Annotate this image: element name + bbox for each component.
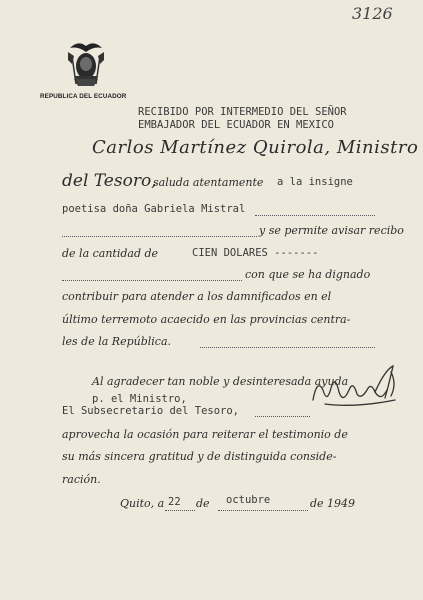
archive-number: 3126 [352, 4, 393, 23]
body-line-7: contribuir para atender a los damnificados en el [62, 290, 332, 303]
amount-text: CIEN DOLARES ------- [192, 247, 319, 259]
body-line-2b: saluda atentamente [153, 176, 264, 189]
body-line-9: les de la República. [62, 335, 172, 348]
date-day: 22 [168, 496, 181, 508]
date-month: octubre [226, 494, 271, 506]
body-line-1: Carlos Martínez Quirola, Ministro [92, 137, 419, 158]
closing-line-1: Al agradecer tan noble y desinteresada ayuda [92, 375, 349, 388]
closing-line-4: aprovecha la ocasión para reiterar el testimonio de [62, 428, 348, 441]
closing-line-5: su más sincera gratitud y de distinguida conside- [62, 450, 337, 463]
fill-line [255, 416, 310, 417]
recipient-name: poetisa doña Gabriela Mistral [62, 203, 246, 215]
body-line-4: y se permite avisar recibo [259, 224, 404, 237]
date-line [165, 510, 195, 511]
date-line [218, 510, 308, 511]
body-line-8: último terremoto acaecido en las provincias centra- [62, 313, 351, 326]
fill-line [200, 347, 375, 348]
date-de: de [196, 497, 210, 510]
date-place: Quito, a [120, 497, 165, 510]
typed-header-line-2: EMBAJADOR DEL ECUADOR EN MEXICO [138, 119, 334, 131]
typed-header-line-1: RECIBIDO POR INTERMEDIO DEL SEÑOR [138, 106, 347, 118]
body-line-5a: de la cantidad de [62, 247, 159, 260]
closing-line-3: El Subsecretario del Tesoro, [62, 405, 240, 417]
signature [305, 360, 405, 415]
body-line-2c: a la insigne [277, 176, 353, 188]
fill-line [62, 236, 257, 237]
body-line-6: con que se ha dignado [245, 268, 371, 281]
coat-of-arms-icon [64, 38, 108, 88]
fill-line [255, 215, 375, 216]
date-year: de 1949 [310, 497, 356, 510]
closing-line-6: ración. [62, 473, 101, 486]
emblem-label: REPUBLICA DEL ECUADOR [40, 93, 127, 100]
closing-line-2: p. el Ministro, [92, 393, 187, 405]
fill-line [62, 280, 242, 281]
body-line-2a: del Tesoro, [62, 171, 157, 191]
